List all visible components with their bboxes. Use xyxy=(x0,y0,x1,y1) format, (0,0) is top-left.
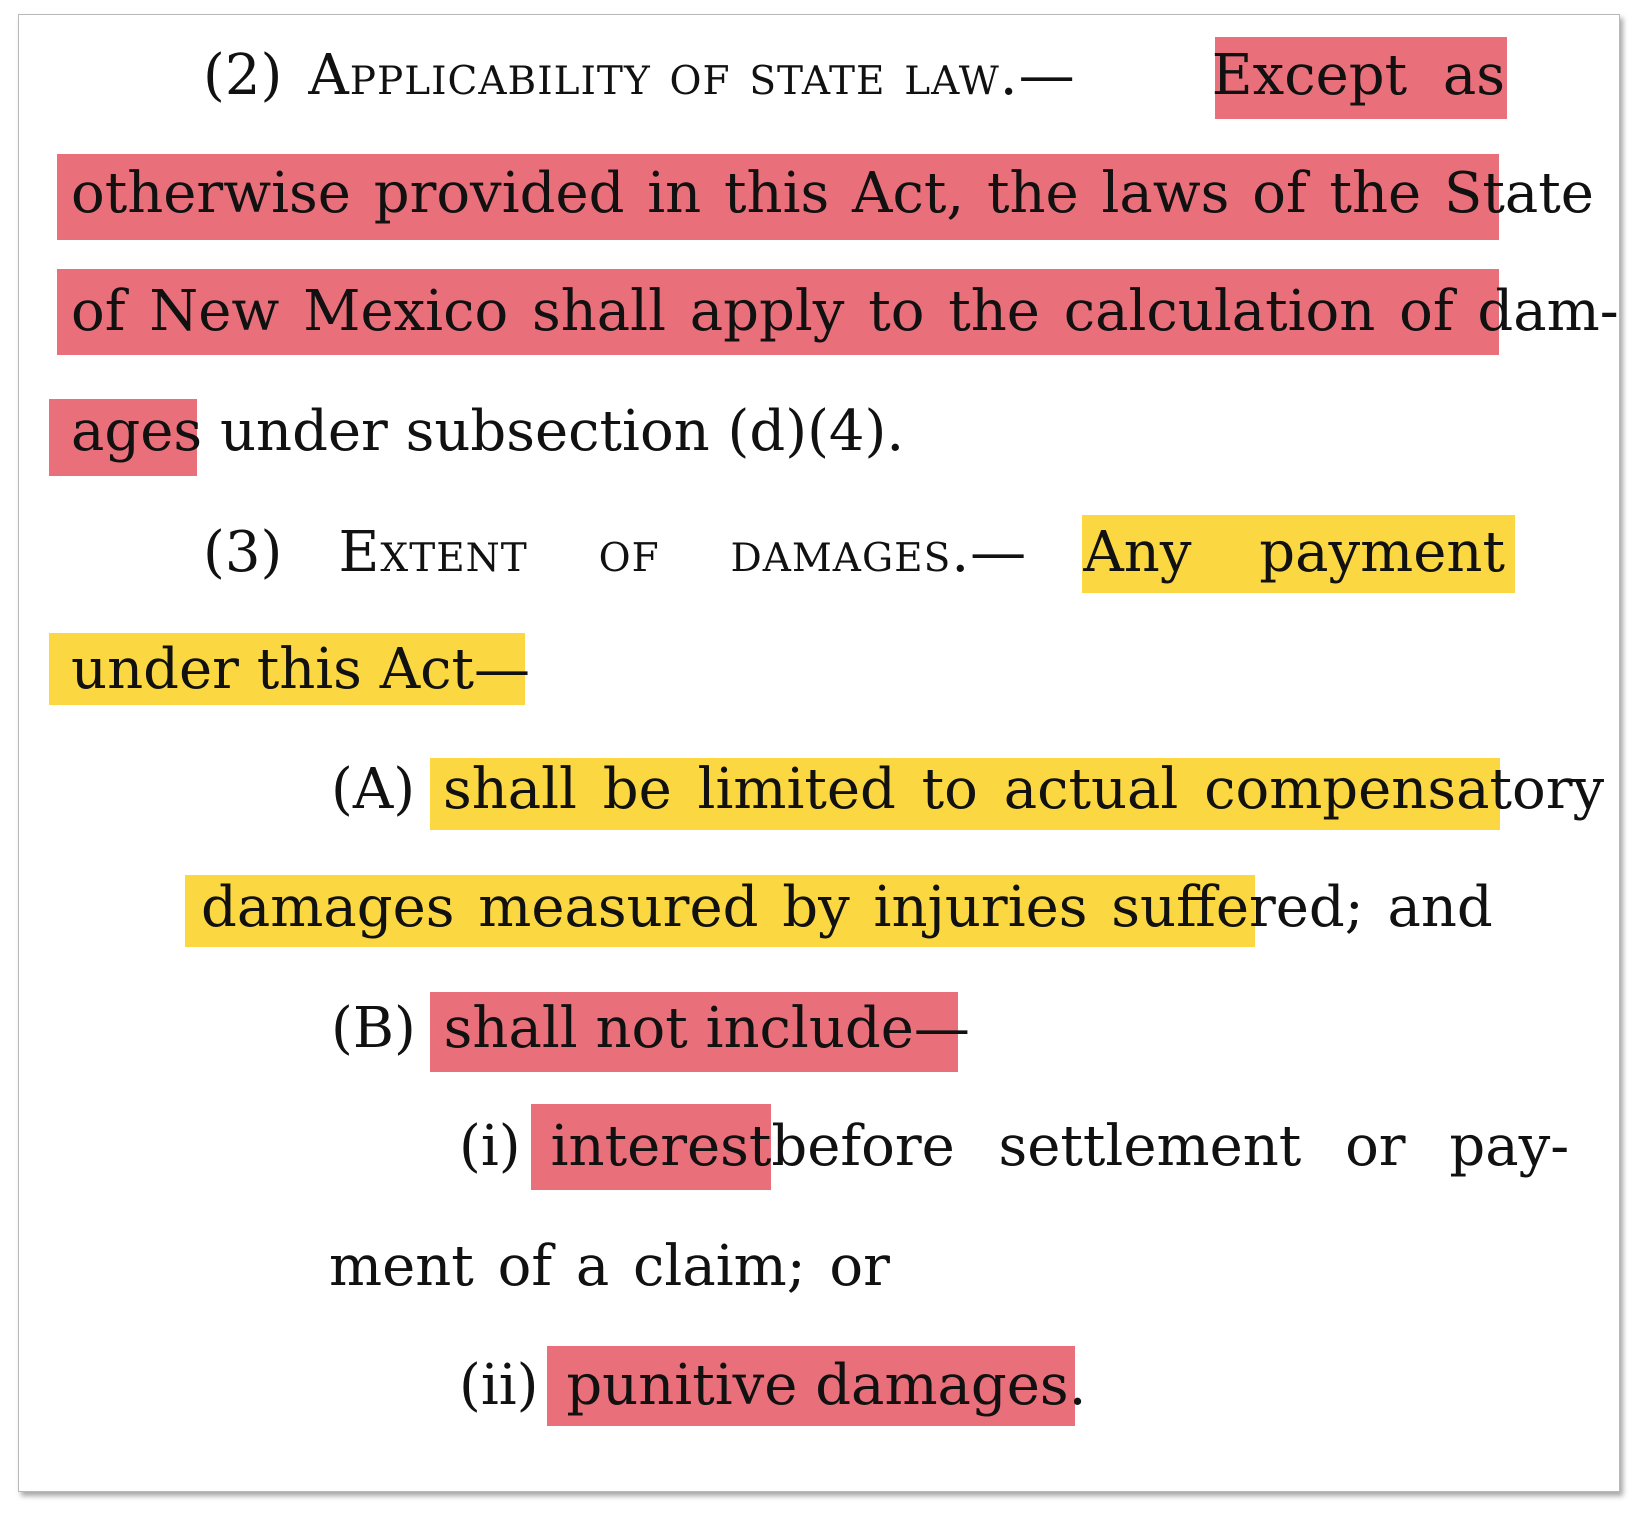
item-ii-number: (ii) xyxy=(459,1353,539,1418)
itemA-line1 xyxy=(331,757,1605,822)
itemA-highlight-first: shall be limited to actual compensatory xyxy=(442,757,1605,822)
item-ii-highlight: punitive damages. xyxy=(566,1353,1087,1418)
itemA-number: (A) xyxy=(331,757,416,822)
item-i-highlight: interest xyxy=(550,1114,772,1179)
itemA-rest: and xyxy=(1387,875,1493,940)
para2-number: (2) xyxy=(203,43,283,108)
para2-highlight-end: ages xyxy=(71,399,203,464)
para2-line2: otherwise provided in this Act, the laws of the State xyxy=(71,161,1594,226)
para2-line4 xyxy=(71,399,905,464)
itemB-highlight: shall not include— xyxy=(443,996,970,1061)
para3-heading: Extent of damages.— xyxy=(338,520,1028,585)
item-i-rest: before settlement or pay- xyxy=(771,1114,1570,1179)
itemA-highlight-second: damages measured by injuries suffered; xyxy=(201,875,1364,940)
itemB-line xyxy=(331,996,970,1061)
para3-line2: under this Act— xyxy=(71,637,531,702)
itemB-number: (B) xyxy=(331,996,416,1061)
para2-highlight-start: Except as xyxy=(1211,43,1505,108)
para3-number: (3) xyxy=(203,520,283,585)
item-i-number: (i) xyxy=(459,1114,521,1179)
document-page xyxy=(18,14,1620,1492)
para2-line1 xyxy=(203,43,1505,108)
para2-heading: Applicability of state law.— xyxy=(308,43,1076,108)
para3-highlight-start: Any payment xyxy=(1083,520,1505,585)
item-ii-line xyxy=(459,1353,1087,1418)
para2-line3: of New Mexico shall apply to the calculation of dam- xyxy=(71,279,1619,344)
item-i-line1 xyxy=(459,1114,1570,1179)
itemA-line2 xyxy=(201,875,1493,940)
item-i-line2: ment of a claim; or xyxy=(329,1234,890,1299)
para2-rest: under subsection (d)(4). xyxy=(219,399,905,464)
para3-line1 xyxy=(203,520,1505,585)
